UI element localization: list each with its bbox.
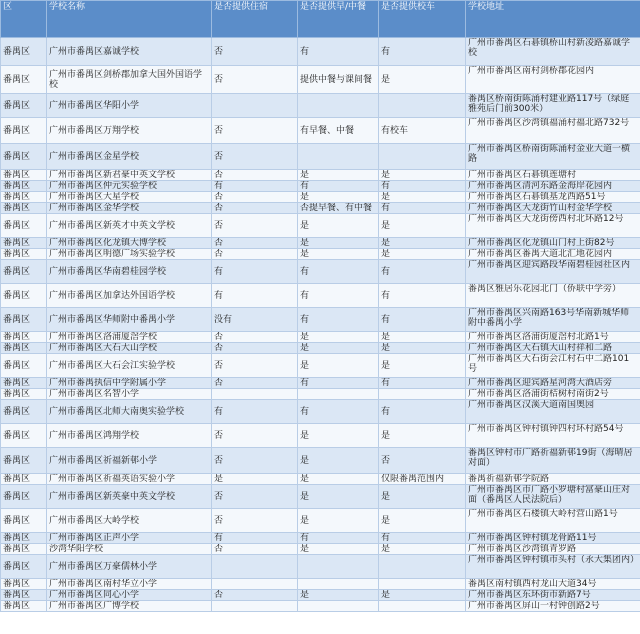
table-row	[1, 144, 640, 170]
meal-cell: 有早餐、中餐	[298, 118, 379, 144]
school-name-cell: 广州市番禺区大石会江实验学校	[47, 354, 212, 378]
school-name-cell: 广州市番禺区大岭学校	[47, 509, 212, 533]
district-cell: 番禺区	[1, 590, 47, 601]
table-row	[1, 555, 640, 579]
meal-cell: 是	[298, 448, 379, 474]
district-cell: 番禺区	[1, 118, 47, 144]
table-row	[1, 66, 640, 94]
meal-cell: 是	[298, 485, 379, 509]
address-cell: 广州市番禺区番禺大道北汇地花园内	[466, 249, 640, 260]
district-cell: 番禺区	[1, 509, 47, 533]
bus-cell: 否	[379, 448, 466, 474]
bus-cell: 仅限番禺范围内	[379, 474, 466, 485]
district-cell: 番禺区	[1, 284, 47, 308]
lodging-cell: 否	[212, 354, 298, 378]
lodging-cell: 否	[212, 214, 298, 238]
meal-cell	[298, 389, 379, 400]
address-cell: 番禺区桥南街陈涌村建业路117号（绿庭雅苑后门前300米）	[466, 94, 640, 118]
address-cell: 番禺区雅居乐花园北门（侨联中学旁）	[466, 284, 640, 308]
district-cell: 番禺区	[1, 66, 47, 94]
lodging-cell: 有	[212, 260, 298, 284]
table-row	[1, 249, 640, 260]
meal-cell: 是	[298, 590, 379, 601]
address-cell: 广州市番禺区钟村镇龙骨路11号	[466, 533, 640, 544]
address-cell: 广州市番禺区兴南路163号华南新城华师附中番禺小学	[466, 308, 640, 332]
lodging-cell: 否	[212, 118, 298, 144]
table-row	[1, 260, 640, 284]
school-name-cell: 沙湾华阳学校	[47, 544, 212, 555]
lodging-cell: 否	[212, 544, 298, 555]
district-cell: 番禺区	[1, 448, 47, 474]
table-row	[1, 389, 640, 400]
school-name-cell: 广州市番禺区大石大山学校	[47, 343, 212, 354]
meal-cell: 是	[298, 424, 379, 448]
school-name-cell: 广州市番禺区华南碧桂园学校	[47, 260, 212, 284]
lodging-cell: 否	[212, 66, 298, 94]
table-row	[1, 214, 640, 238]
table-row	[1, 284, 640, 308]
address-cell: 番禺区钟村市广路祈福新邨19街（海晴居对面）	[466, 448, 640, 474]
district-cell: 番禺区	[1, 214, 47, 238]
lodging-cell: 否	[212, 343, 298, 354]
table-row	[1, 533, 640, 544]
address-cell: 广州市番禺区钟村镇市头村（永大集团内）	[466, 555, 640, 579]
district-cell: 番禺区	[1, 400, 47, 424]
district-cell: 番禺区	[1, 144, 47, 170]
district-cell: 番禺区	[1, 238, 47, 249]
lodging-cell	[212, 601, 298, 612]
table-row	[1, 544, 640, 555]
header-lodging: 是否提供住宿	[212, 1, 298, 38]
bus-cell: 是	[379, 192, 466, 203]
district-cell: 番禺区	[1, 555, 47, 579]
address-cell: 广州市番禺区大石镇大山村祥和二路	[466, 343, 640, 354]
address-cell: 广州市番禺区南村剑桥郡花园内	[466, 66, 640, 94]
school-name-cell: 广州市番禺区剑桥郡加拿大国外国语学校	[47, 66, 212, 94]
table-row	[1, 118, 640, 144]
school-name-cell: 广州市番禺区北师大南奥实验学校	[47, 400, 212, 424]
district-cell: 番禺区	[1, 249, 47, 260]
meal-cell: 是	[298, 192, 379, 203]
school-name-cell: 广州市番禺执信中学附属小学	[47, 378, 212, 389]
school-name-cell: 广州市番禺区鸿翔学校	[47, 424, 212, 448]
district-cell: 番禺区	[1, 343, 47, 354]
district-cell: 番禺区	[1, 533, 47, 544]
header-school-bus: 是否提供校车	[379, 1, 466, 38]
meal-cell: 有	[298, 533, 379, 544]
bus-cell	[379, 555, 466, 579]
school-name-cell: 广州市番禺区南村华立小学	[47, 579, 212, 590]
address-cell: 广州市番禺区沙湾镇福涌村福北路732号	[466, 118, 640, 144]
district-cell: 番禺区	[1, 601, 47, 612]
lodging-cell	[212, 555, 298, 579]
address-cell: 广州市番禺区沙湾镇青罗路	[466, 544, 640, 555]
bus-cell	[379, 579, 466, 590]
district-cell: 番禺区	[1, 485, 47, 509]
table-row	[1, 332, 640, 343]
meal-cell	[298, 94, 379, 118]
table-row	[1, 579, 640, 590]
lodging-cell	[212, 389, 298, 400]
address-cell: 广州市番禺区桥南街陈涌村金业大道一横路	[466, 144, 640, 170]
meal-cell	[298, 144, 379, 170]
meal-cell	[298, 601, 379, 612]
lodging-cell: 否	[212, 203, 298, 214]
school-name-cell: 广州市番禺区大星学校	[47, 192, 212, 203]
bus-cell: 是	[379, 485, 466, 509]
table-row	[1, 509, 640, 533]
bus-cell: 有	[379, 308, 466, 332]
lodging-cell: 否	[212, 332, 298, 343]
table-row	[1, 378, 640, 389]
table-row	[1, 192, 640, 203]
lodging-cell	[212, 579, 298, 590]
school-name-cell: 广州市番禺区嘉诚学校	[47, 38, 212, 66]
school-name-cell: 广州市番禺区新英豪中英文学校	[47, 485, 212, 509]
table-row	[1, 38, 640, 66]
school-name-cell: 广州市番禺区仲元实验学校	[47, 181, 212, 192]
table-row	[1, 400, 640, 424]
address-cell: 广州市番禺区洛浦街厦滘村北路1号	[466, 332, 640, 343]
table-row	[1, 474, 640, 485]
meal-cell: 是	[298, 509, 379, 533]
lodging-cell: 否	[212, 249, 298, 260]
meal-cell: 是	[298, 354, 379, 378]
bus-cell	[379, 389, 466, 400]
bus-cell: 是	[379, 66, 466, 94]
district-cell: 番禺区	[1, 192, 47, 203]
address-cell: 广州市番禺区钟村镇钟四村环村路54号	[466, 424, 640, 448]
address-cell: 广州市番禺区石楼镇大岭村营山路1号	[466, 509, 640, 533]
lodging-cell: 否	[212, 509, 298, 533]
table-row	[1, 424, 640, 448]
school-name-cell: 广州市番禺区祈福新邨小学	[47, 448, 212, 474]
meal-cell: 有	[298, 284, 379, 308]
school-name-cell: 广州市番禺区万翔学校	[47, 118, 212, 144]
district-cell: 番禺区	[1, 474, 47, 485]
meal-cell: 提供中餐与课间餐	[298, 66, 379, 94]
bus-cell: 有	[379, 400, 466, 424]
school-name-cell: 广州市番禺区化龙镇大博学校	[47, 238, 212, 249]
meal-cell: 有	[298, 378, 379, 389]
district-cell: 番禺区	[1, 424, 47, 448]
meal-cell: 是	[298, 474, 379, 485]
table-row	[1, 181, 640, 192]
lodging-cell: 否	[212, 170, 298, 181]
address-cell: 广州市番禺区石碁镇莲塘村	[466, 170, 640, 181]
school-name-cell: 广州市番禺区金华学校	[47, 203, 212, 214]
address-cell: 广州市番禺区石碁镇基龙西路51号	[466, 192, 640, 203]
school-name-cell: 广州市番禺区华师附中番禺小学	[47, 308, 212, 332]
table-row	[1, 485, 640, 509]
lodging-cell: 否	[212, 192, 298, 203]
district-cell: 番禺区	[1, 203, 47, 214]
bus-cell: 是	[379, 354, 466, 378]
district-cell: 番禺区	[1, 354, 47, 378]
table-row	[1, 448, 640, 474]
meal-cell: 是	[298, 214, 379, 238]
school-name-cell: 广州市番禺区广博学校	[47, 601, 212, 612]
lodging-cell: 否	[212, 378, 298, 389]
table-row	[1, 601, 640, 612]
table-row	[1, 343, 640, 354]
bus-cell: 是	[379, 249, 466, 260]
school-name-cell: 广州市番禺区洛浦厦滘学校	[47, 332, 212, 343]
meal-cell: 是	[298, 332, 379, 343]
bus-cell	[379, 94, 466, 118]
bus-cell: 是	[379, 343, 466, 354]
bus-cell: 有	[379, 284, 466, 308]
address-cell: 广州市番禺区洛浦街桔树村南街2号	[466, 389, 640, 400]
lodging-cell: 否	[212, 424, 298, 448]
table-row	[1, 94, 640, 118]
lodging-cell: 是	[212, 474, 298, 485]
table-row	[1, 308, 640, 332]
bus-cell: 有	[379, 260, 466, 284]
table-row	[1, 354, 640, 378]
district-cell: 番禺区	[1, 378, 47, 389]
header-meals: 是否提供早/中餐	[298, 1, 379, 38]
bus-cell: 有	[379, 203, 466, 214]
bus-cell: 有	[379, 533, 466, 544]
lodging-cell: 否	[212, 485, 298, 509]
address-cell: 广州市番禺区屏山一村钟创路2号	[466, 601, 640, 612]
address-cell: 番禺祈福新邨学院路	[466, 474, 640, 485]
meal-cell	[298, 579, 379, 590]
bus-cell: 是	[379, 544, 466, 555]
address-cell: 广州市番禺区清河东路金海岸花园内	[466, 181, 640, 192]
lodging-cell: 有	[212, 400, 298, 424]
lodging-cell: 否	[212, 238, 298, 249]
header-address: 学校地址	[466, 1, 640, 38]
address-cell: 广州市番禺区大龙街傍西村北环路12号	[466, 214, 640, 238]
lodging-cell: 否	[212, 38, 298, 66]
bus-cell: 是	[379, 424, 466, 448]
table-body	[1, 38, 640, 612]
meal-cell: 有	[298, 400, 379, 424]
meal-cell: 有	[298, 38, 379, 66]
lodging-cell: 否	[212, 590, 298, 601]
address-cell: 广州市番禺区化龙镇山门村上街82号	[466, 238, 640, 249]
bus-cell: 是	[379, 170, 466, 181]
bus-cell: 有校车	[379, 118, 466, 144]
bus-cell: 有	[379, 181, 466, 192]
school-name-cell: 广州市番禺区华阳小学	[47, 94, 212, 118]
meal-cell: 是	[298, 544, 379, 555]
bus-cell: 有	[379, 38, 466, 66]
district-cell: 番禺区	[1, 94, 47, 118]
meal-cell	[298, 555, 379, 579]
address-cell: 广州市番禺区大龙街竹山村金华学校	[466, 203, 640, 214]
district-cell: 番禺区	[1, 544, 47, 555]
table-row	[1, 238, 640, 249]
school-name-cell: 广州市番禺区万豪儒林小学	[47, 555, 212, 579]
address-cell: 广州市番禺区东环街市新路7号	[466, 590, 640, 601]
address-cell: 广州市番禺区石碁镇桥山村新凌路嘉诚学校	[466, 38, 640, 66]
lodging-cell	[212, 94, 298, 118]
address-cell: 广州市番禺区大石街会江村石中二路101号	[466, 354, 640, 378]
address-cell: 广州市番禺区市广路小罗塘村富豪山庄对面（番禺区人民法院后）	[466, 485, 640, 509]
school-name-cell: 广州市番禺区加拿达外国语学校	[47, 284, 212, 308]
bus-cell: 是	[379, 509, 466, 533]
school-name-cell: 广州市番禺区金星学校	[47, 144, 212, 170]
bus-cell	[379, 601, 466, 612]
address-cell: 广州市番禺区迎宾路段华南碧桂园社区内	[466, 260, 640, 284]
bus-cell: 有	[379, 378, 466, 389]
address-cell: 番禺区南村镇西村龙山大道34号	[466, 579, 640, 590]
school-name-cell: 广州市番禺区同心小学	[47, 590, 212, 601]
bus-cell: 是	[379, 214, 466, 238]
district-cell: 番禺区	[1, 332, 47, 343]
district-cell: 番禺区	[1, 181, 47, 192]
header-district: 区	[1, 1, 47, 38]
header-row	[1, 1, 640, 38]
lodging-cell: 有	[212, 533, 298, 544]
district-cell: 番禺区	[1, 308, 47, 332]
meal-cell: 否提早餐、有中餐	[298, 203, 379, 214]
meal-cell: 有	[298, 181, 379, 192]
district-cell: 番禺区	[1, 38, 47, 66]
lodging-cell: 有	[212, 181, 298, 192]
meal-cell: 是	[298, 238, 379, 249]
address-cell: 广州市番禺区汉溪大道南国奥园	[466, 400, 640, 424]
bus-cell: 是	[379, 590, 466, 601]
bus-cell	[379, 144, 466, 170]
district-cell: 番禺区	[1, 579, 47, 590]
district-cell: 番禺区	[1, 170, 47, 181]
meal-cell: 是	[298, 249, 379, 260]
bus-cell: 是	[379, 238, 466, 249]
header-school-name: 学校名称	[47, 1, 212, 38]
address-cell: 广州市番禺区迎宾路星河湾大酒店旁	[466, 378, 640, 389]
school-name-cell: 广州市番禺区新君豪中英文学校	[47, 170, 212, 181]
district-cell: 番禺区	[1, 260, 47, 284]
table-row	[1, 590, 640, 601]
meal-cell: 是	[298, 170, 379, 181]
lodging-cell: 否	[212, 144, 298, 170]
meal-cell: 有	[298, 260, 379, 284]
meal-cell: 有	[298, 308, 379, 332]
school-name-cell: 广州市番禺区明德广场实验学校	[47, 249, 212, 260]
school-name-cell: 广州市番禺区祈福英语实验小学	[47, 474, 212, 485]
lodging-cell: 没有	[212, 308, 298, 332]
school-name-cell: 广州市番禺区新英才中英文学校	[47, 214, 212, 238]
bus-cell: 是	[379, 332, 466, 343]
school-name-cell: 广州市番禺区名智小学	[47, 389, 212, 400]
lodging-cell: 否	[212, 448, 298, 474]
table-row	[1, 203, 640, 214]
meal-cell: 是	[298, 343, 379, 354]
lodging-cell: 有	[212, 284, 298, 308]
district-cell: 番禺区	[1, 389, 47, 400]
table-row	[1, 170, 640, 181]
school-name-cell: 广州市番禺区正声小学	[47, 533, 212, 544]
